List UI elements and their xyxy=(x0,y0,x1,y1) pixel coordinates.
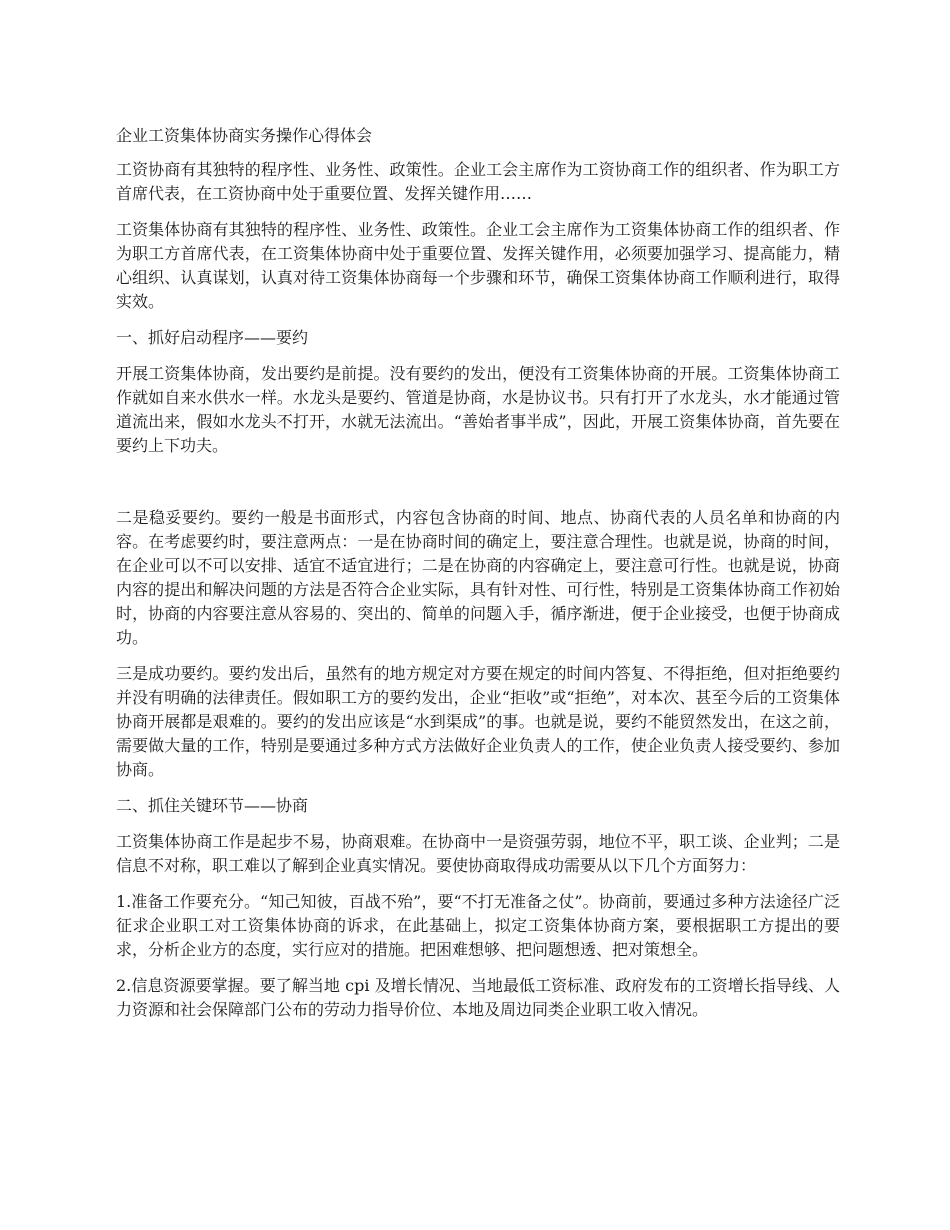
intro-paragraph: 工资集体协商有其独特的程序性、业务性、政策性。企业工会主席作为工资集体协商工作的组织者、作为职工方首席代表，在工资集体协商中处于重要位置、发挥关键作用，必须要加强学习、提高能力，精心组织、认真谋划，认真对待工资集体协商每一个步骤和环节，确保工资集体协商工作顺利进行，取得实效。 xyxy=(116,220,840,311)
section1-paragraph-2: 二是稳妥要约。要约一般是书面形式，内容包含协商的时间、地点、协商代表的人员名单和协商的内容。在考虑要约时，要注意两点：一是在协商时间的确定上，要注意合理性。也就是说，协商的时间，在企业可以不可以安排、适宜不适宜进行；二是在协商的内容确定上，要注意可行性。也就是说，协商内容的提出和解决问题的方法是否符合企业实际，具有针对性、可行性，特别是工资集体协商工作初始时，协商的内容要注意从容易的、突出的、简单的问题入手，循序渐进，便于企业接受，也便于协商成功。 xyxy=(116,508,840,647)
summary-paragraph: 工资协商有其独特的程序性、业务性、政策性。企业工会主席作为工资协商工作的组织者、作为职工方首席代表，在工资协商中处于重要位置、发挥关键作用…… xyxy=(116,160,840,203)
document-page xyxy=(116,124,840,1034)
section-heading-1: 一、抓好启动程序——要约 xyxy=(116,328,309,347)
section2-paragraph-2: 1.准备工作要充分。“知己知彼，百战不殆”，要“不打无准备之仗”。协商前，要通过多种方法途径广泛征求企业职工对工资集体协商的诉求，在此基础上，拟定工资集体协商方案，要根据职工方提出的要求，分析企业方的态度，实行应对的措施。把困难想够、把问题想透、把对策想全。 xyxy=(116,892,840,959)
section1-paragraph-3: 三是成功要约。要约发出后，虽然有的地方规定对方要在规定的时间内答复、不得拒绝，但对拒绝要约并没有明确的法律责任。假如职工方的要约发出，企业“拒收”或“拒绝”，对本次、甚至今后的工资集体协商开展都是艰难的。要约的发出应该是“水到渠成”的事。也就是说，要约不能贸然发出，在这之前，需要做大量的工作，特别是要通过多种方式方法做好企业负责人的工作，使企业负责人接受要约、参加协商。 xyxy=(116,664,840,779)
blank-space xyxy=(116,470,840,506)
document-title: 企业工资集体协商实务操作心得体会 xyxy=(116,126,373,145)
section2-paragraph-1: 工资集体协商工作是起步不易，协商艰难。在协商中一是资强劳弱，地位不平，职工谈、企业判；二是信息不对称，职工难以了解到企业真实情况。要使协商取得成功需要从以下几个方面努力： xyxy=(116,832,840,875)
section1-paragraph-1: 开展工资集体协商，发出要约是前提。没有要约的发出，便没有工资集体协商的开展。工资集体协商工作就如自来水供水一样。水龙头是要约、管道是协商，水是协议书。只有打开了水龙头，水才能通过管道流出来，假如水龙头不打开，水就无法流出。“善始者事半成”，因此，开展工资集体协商，首先要在要约上下功夫。 xyxy=(116,364,840,455)
section-heading-2: 二、抓住关键环节——协商 xyxy=(116,796,309,815)
section2-paragraph-3: 2.信息资源要掌握。要了解当地 cpi 及增长情况、当地最低工资标准、政府发布的工资增长指导线、人力资源和社会保障部门公布的劳动力指导价位、本地及周边同类企业职工收入情况。 xyxy=(116,976,840,1019)
